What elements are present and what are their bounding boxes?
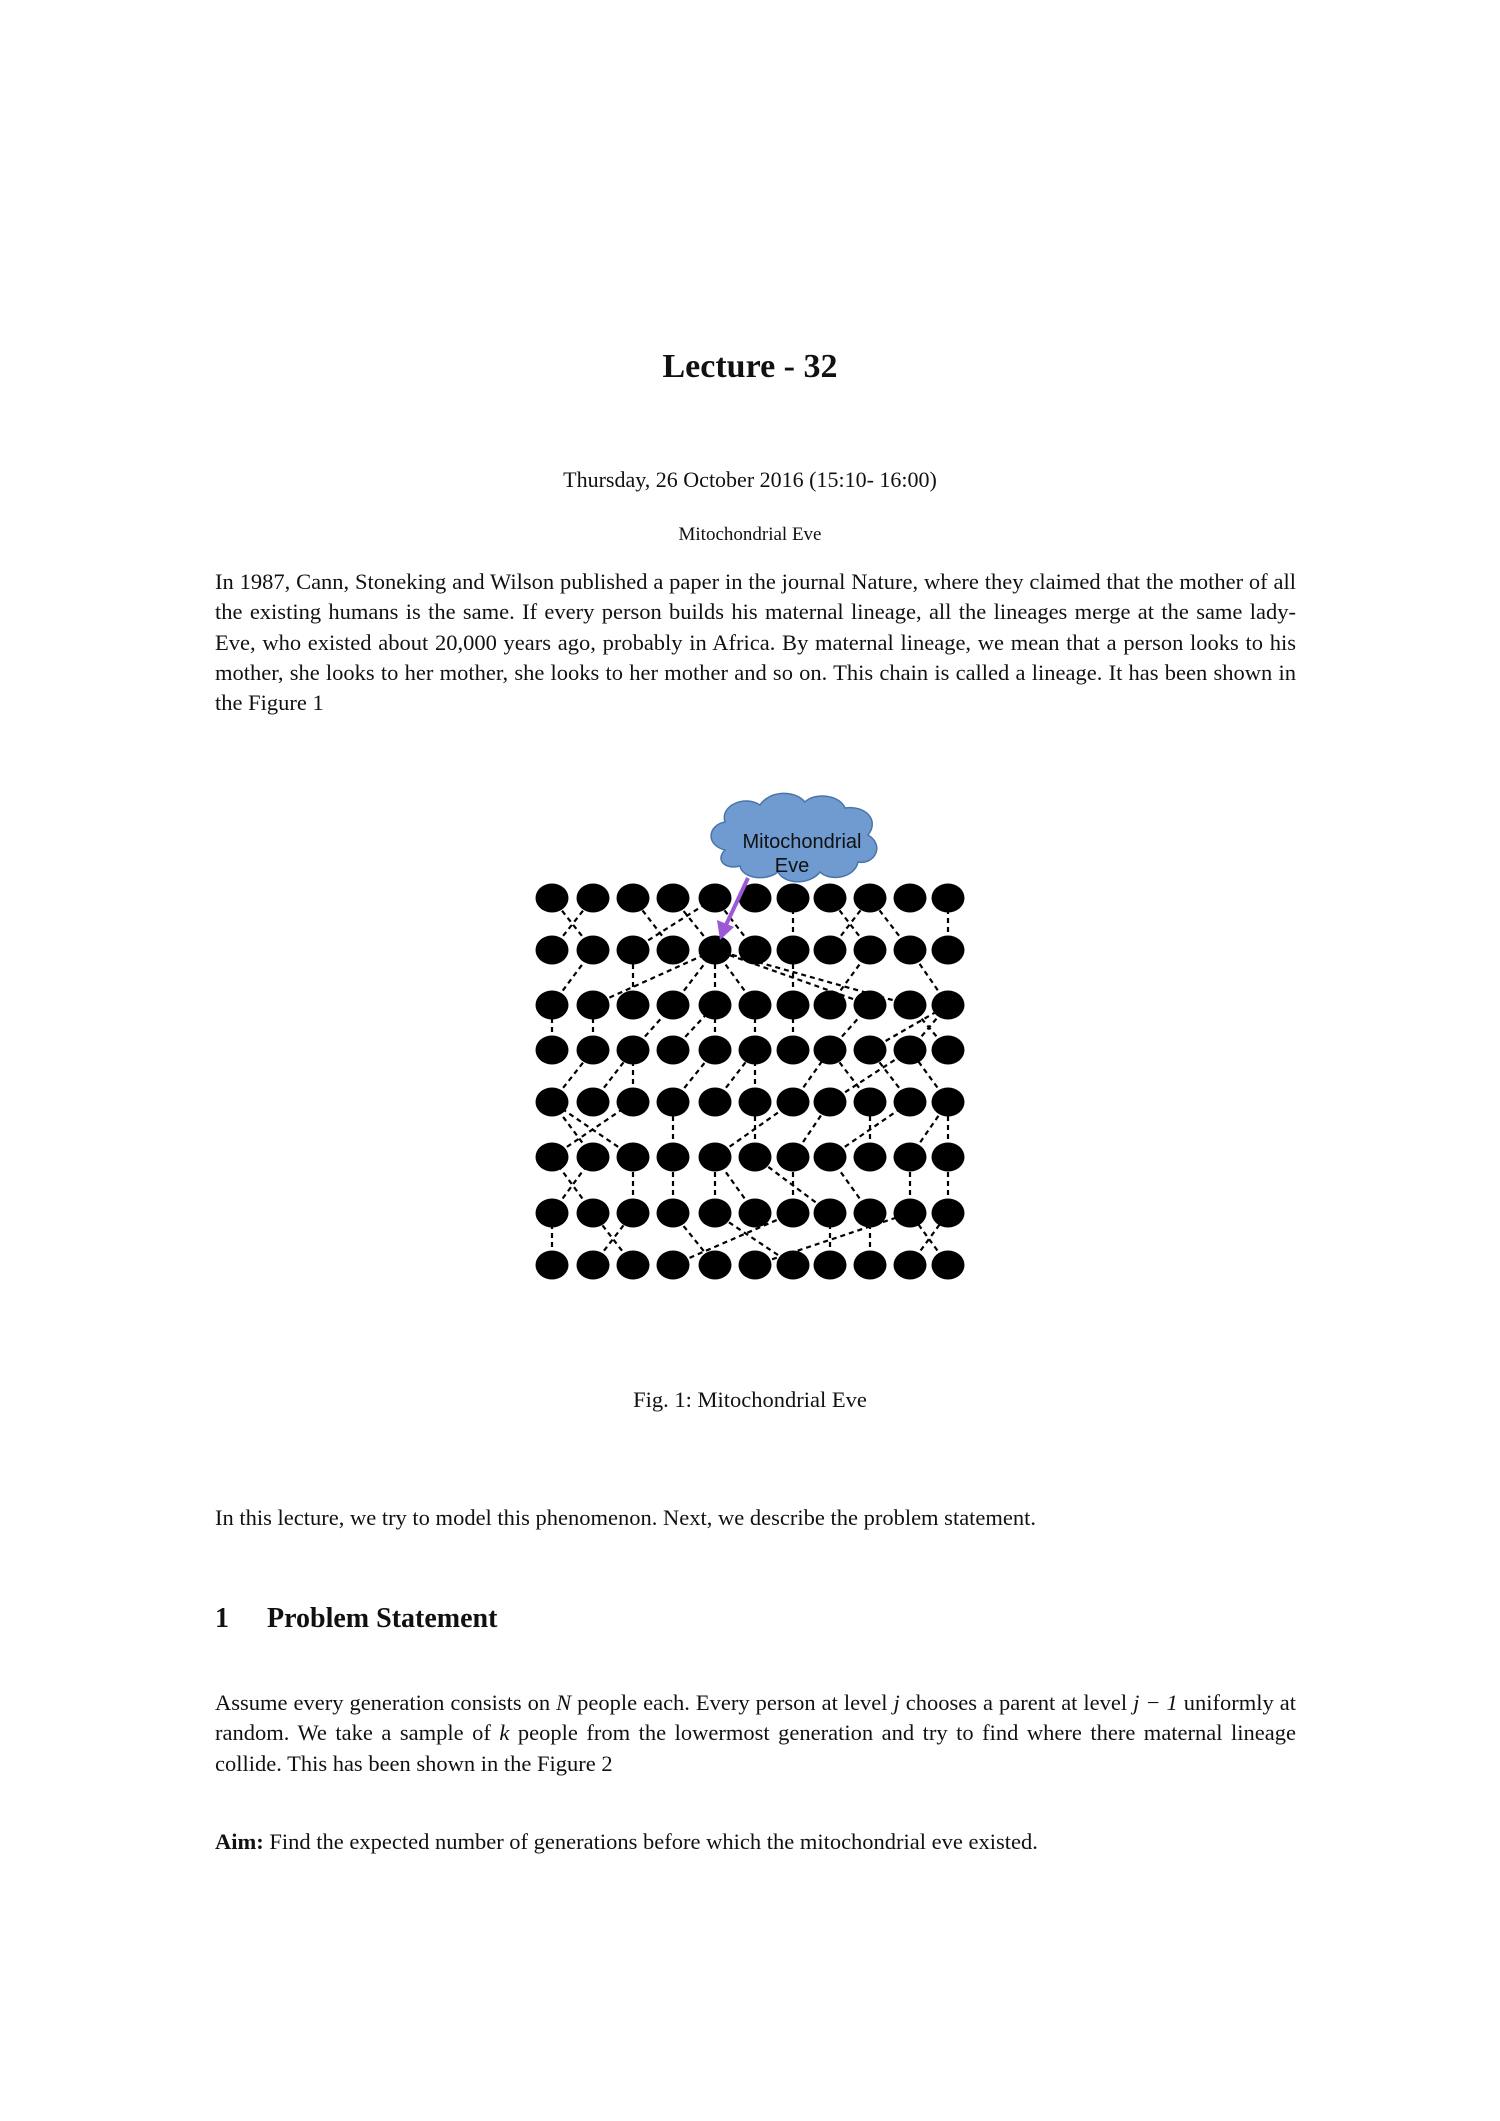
aim-text: Find the expected number of generations before which the mitochondrial eve existed.: [263, 1829, 1038, 1854]
person-node: [739, 991, 772, 1020]
text: Assume every generation consists on: [215, 1690, 557, 1715]
person-node: [577, 991, 610, 1020]
person-node: [739, 1199, 772, 1228]
person-node: [854, 1199, 887, 1228]
person-node: [894, 1251, 927, 1280]
person-node: [854, 1088, 887, 1117]
person-node: [777, 1143, 810, 1172]
person-node: [814, 1251, 847, 1280]
problem-paragraph: [215, 1688, 1296, 1779]
person-node: [894, 884, 927, 913]
person-node: [894, 991, 927, 1020]
person-node: [739, 1088, 772, 1117]
person-node: [536, 1088, 569, 1117]
person-node: [777, 1088, 810, 1117]
person-node: [932, 1199, 965, 1228]
person-node: [617, 1036, 650, 1065]
person-node: [617, 936, 650, 965]
lecture-title: Lecture - 32: [662, 348, 838, 385]
person-node: [657, 1251, 690, 1280]
person-node: [932, 1143, 965, 1172]
section-title: Problem Statement: [267, 1603, 498, 1634]
math-j: j: [893, 1690, 900, 1715]
person-node: [699, 1143, 732, 1172]
lineage-edge: [593, 950, 715, 1005]
person-node: [536, 1199, 569, 1228]
person-node: [536, 1036, 569, 1065]
text: chooses a parent at level: [899, 1690, 1134, 1715]
aim-paragraph: [215, 1827, 1296, 1857]
person-node: [854, 991, 887, 1020]
person-node: [777, 1036, 810, 1065]
person-node: [739, 1036, 772, 1065]
aim-label: Aim:: [215, 1829, 264, 1854]
person-node: [657, 991, 690, 1020]
person-node: [814, 936, 847, 965]
person-node: [577, 1088, 610, 1117]
person-node: [577, 884, 610, 913]
person-node: [657, 1088, 690, 1117]
person-node: [932, 1088, 965, 1117]
person-node: [777, 1199, 810, 1228]
person-node: [617, 1251, 650, 1280]
section-heading: [215, 1603, 497, 1635]
eve-node: [699, 936, 732, 965]
figure-caption: Fig. 1: Mitochondrial Eve: [633, 1387, 867, 1412]
person-node: [699, 1036, 732, 1065]
person-node: [932, 1251, 965, 1280]
person-node: [854, 1143, 887, 1172]
person-node: [577, 1251, 610, 1280]
person-node: [932, 884, 965, 913]
math-j-minus-1: j − 1: [1133, 1690, 1178, 1715]
person-node: [894, 1143, 927, 1172]
person-nodes: [536, 884, 965, 1280]
person-node: [739, 936, 772, 965]
person-node: [699, 884, 732, 913]
cloud-label-line1: Mitochondrial: [742, 831, 862, 853]
lecture-date: Thursday, 26 October 2016 (15:10- 16:00): [563, 467, 937, 492]
person-node: [536, 884, 569, 913]
person-node: [536, 1143, 569, 1172]
person-node: [777, 936, 810, 965]
person-node: [814, 884, 847, 913]
person-node: [854, 936, 887, 965]
person-node: [699, 1088, 732, 1117]
eve-cloud: [711, 793, 877, 881]
person-node: [536, 936, 569, 965]
person-node: [854, 1036, 887, 1065]
math-k: k: [499, 1720, 510, 1746]
person-node: [814, 1036, 847, 1065]
person-node: [777, 884, 810, 913]
person-node: [814, 1143, 847, 1172]
cloud-label-line2: Eve: [774, 855, 810, 877]
person-node: [657, 1036, 690, 1065]
person-node: [932, 936, 965, 965]
person-node: [617, 1143, 650, 1172]
person-node: [894, 936, 927, 965]
person-node: [617, 1088, 650, 1117]
person-node: [814, 991, 847, 1020]
person-node: [657, 1143, 690, 1172]
person-node: [699, 991, 732, 1020]
person-node: [814, 1088, 847, 1117]
text: people from the lowermost generation and try to find where there maternal lineage collide. This has been shown in the Figure 2: [215, 1720, 1296, 1776]
person-node: [854, 884, 887, 913]
followup-paragraph: In this lecture, we try to model this phenomenon. Next, we describe the problem statement.: [215, 1505, 1037, 1530]
section-number: 1: [215, 1603, 229, 1634]
intro-paragraph: In 1987, Cann, Stoneking and Wilson published a paper in the journal Nature, where they claimed that the mother of all the existing humans is the same. If every person builds his maternal lineage, all the lineages merge at the same lady- Eve, who existed about 20,000 years ago, probably in Africa. By maternal lineage, we mean that a person looks to his mother, she looks to her mother, she looks to her mother and so on. This chain is called a lineage. It has been shown in the Figure 1: [215, 569, 1296, 716]
person-node: [932, 1036, 965, 1065]
person-node: [854, 1251, 887, 1280]
person-node: [894, 1088, 927, 1117]
person-node: [536, 991, 569, 1020]
person-node: [932, 991, 965, 1020]
person-node: [577, 1143, 610, 1172]
person-node: [657, 884, 690, 913]
person-node: [699, 1251, 732, 1280]
person-node: [777, 991, 810, 1020]
lecture-subtitle: Mitochondrial Eve: [678, 524, 822, 545]
person-node: [577, 1199, 610, 1228]
person-node: [657, 1199, 690, 1228]
person-node: [894, 1036, 927, 1065]
person-node: [699, 1199, 732, 1228]
person-node: [739, 1143, 772, 1172]
person-node: [617, 884, 650, 913]
math-N: N: [556, 1690, 572, 1715]
person-node: [536, 1251, 569, 1280]
person-node: [577, 1036, 610, 1065]
person-node: [894, 1199, 927, 1228]
text: people each. Every person at level: [571, 1690, 894, 1715]
person-node: [577, 936, 610, 965]
text: uniformly at random. We take a sample of: [215, 1690, 1297, 1746]
person-node: [814, 1199, 847, 1228]
person-node: [657, 936, 690, 965]
person-node: [617, 1199, 650, 1228]
person-node: [617, 991, 650, 1020]
person-node: [777, 1251, 810, 1280]
person-node: [739, 1251, 772, 1280]
